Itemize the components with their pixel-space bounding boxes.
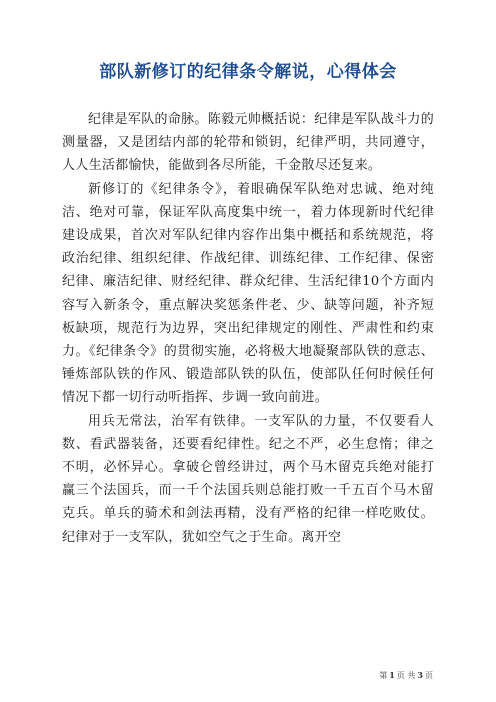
paragraph-3: 用兵无常法，治军有铁律。一支军队的力量，不仅要看人数、看武器装备，还要看纪律性。纪之不严，必生怠惰；律之不明，必怀异心。拿破仑曾经讲过，两个马木留克兵绝对能打赢三个法国兵，而一千个法国兵则总能打败一千五百个马木留克兵。单兵的骑术和剑法再精，没有严格的纪律一样吃败仗。纪律对于一支军队，犹如空气之于生命。离开空 [62,413,434,545]
paragraph-2: 新修订的《纪律条令》，着眼确保军队绝对忠诚、绝对纯洁、绝对可靠，保证军队高度集中统一，着力体现新时代纪律建设成果，首次对军队纪律内容作出集中概括和系统规范，将政治纪律、组织纪律、作战纪律、训练纪律、工作纪律、保密纪律、廉洁纪律、财经纪律、群众纪律、生活纪律10个方面内容写入新条令，重点解决奖惩条件老、少、缺等问题，补齐短板缺项，规范行为边界，突出纪律规定的刚性、严肃性和约束力。《纪律条令》的贯彻实施，必将极大地凝聚部队铁的意志、锤炼部队铁的作风、锻造部队铁的队伍，使部队任何时候任何情况下都一切行动听指挥、步调一致向前进。 [62,181,434,406]
document-title: 部队新修订的纪律条令解说，心得体会 [99,62,397,82]
document-body [62,108,434,549]
footer-suffix: 页 [425,671,433,680]
footer-total-pages: 3 [417,670,423,680]
page-footer [0,670,434,681]
footer-middle: 页 共 [396,671,416,680]
footer-current-page: 1 [389,670,395,680]
footer-prefix: 第 [379,671,388,680]
paragraph-1: 纪律是军队的命脉。陈毅元帅概括说：纪律是军队战斗力的测量器，又是团结内部的轮带和锁钥，纪律严明，共同遵守，人人生活都愉快，能做到各尽所能，千金散尽还复来。 [62,112,434,174]
